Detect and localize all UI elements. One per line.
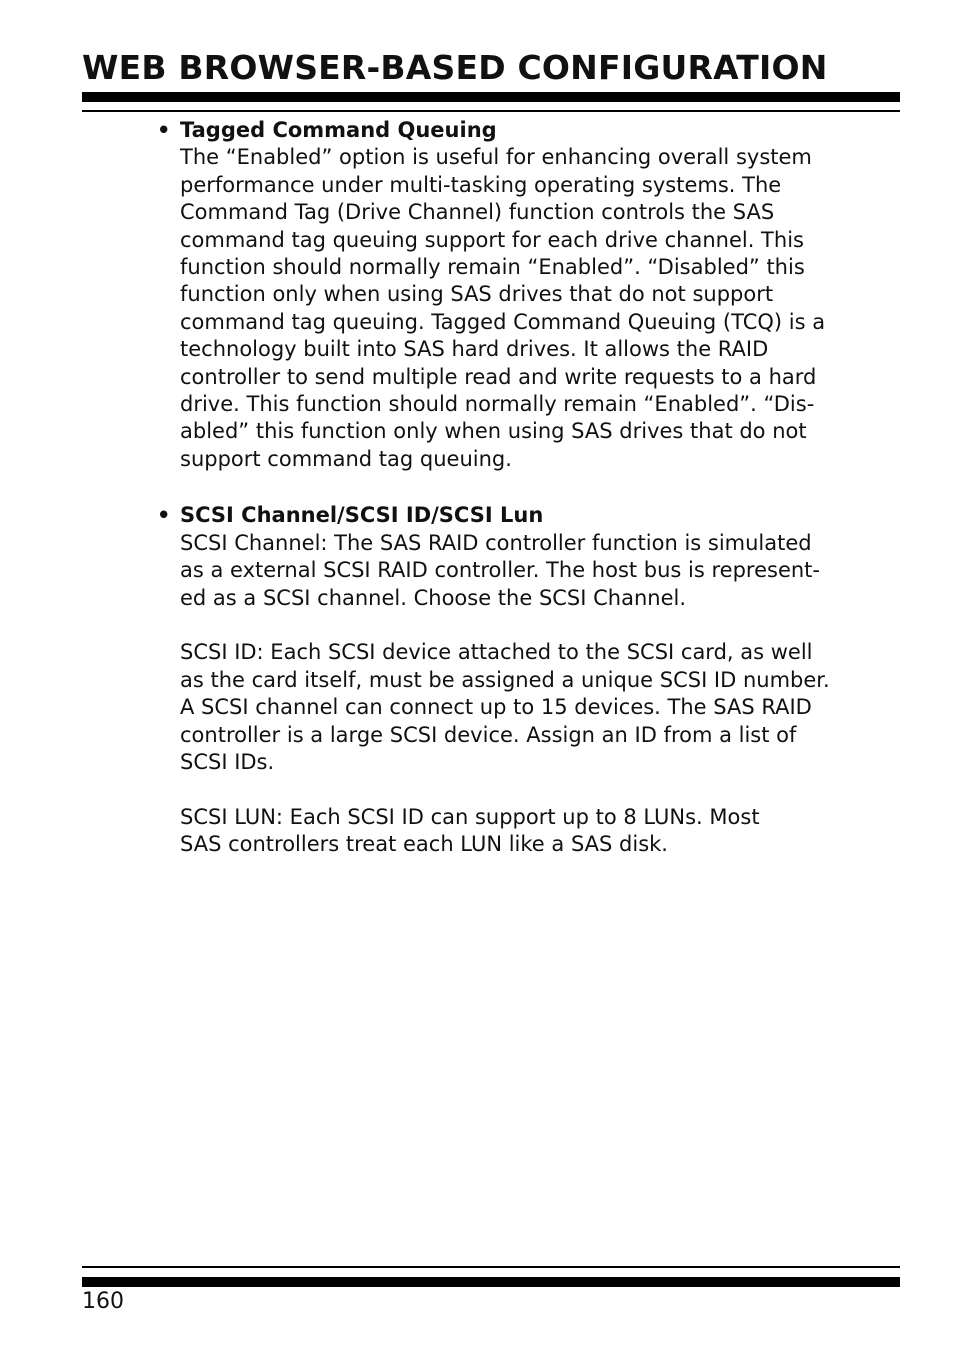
text-line: command tag queuing support for each drive channel. This (180, 227, 804, 252)
text-line: support command tag queuing. (180, 446, 512, 471)
bullet-icon: • (157, 503, 171, 528)
text-line: The “Enabled” option is useful for enhancing overall system (180, 145, 812, 170)
main-content (157, 117, 900, 859)
text-line: as a external SCSI RAID controller. The host bus is represent- (180, 558, 820, 583)
text-line: A SCSI channel can connect up to 15 devices. The SAS RAID (180, 695, 812, 720)
header-rule-thin (82, 110, 900, 112)
page-number: 160 (82, 1289, 124, 1314)
item-paragraph-scsi-id (180, 639, 900, 776)
bullet-icon: • (157, 118, 171, 142)
text-line: SCSI ID: Each SCSI device attached to the SCSI card, as well (180, 640, 813, 665)
page-title: WEB BROWSER-BASED CONFIGURATION (82, 48, 828, 87)
item-heading: SCSI Channel/SCSI ID/SCSI Lun (180, 503, 544, 528)
text-line: function only when using SAS drives that do not support (180, 282, 774, 307)
text-line: SAS controllers treat each LUN like a SAS disk. (180, 832, 668, 857)
text-line: controller is a large SCSI device. Assign an ID from a list of (180, 722, 797, 747)
text-line: SCSI LUN: Each SCSI ID can support up to 8 LUNs. Most (180, 804, 760, 829)
item-paragraph-scsi-lun (180, 804, 900, 859)
bullet-item-scsi-channel-id-lun (157, 502, 900, 858)
text-line: abled” this function only when using SAS drives that do not (180, 419, 807, 444)
text-line: function should normally remain “Enabled”. “Disabled” this (180, 255, 805, 280)
text-line: as the card itself, must be assigned a unique SCSI ID number. (180, 667, 830, 692)
text-line: ed as a SCSI channel. Choose the SCSI Channel. (180, 585, 687, 610)
text-line: controller to send multiple read and write requests to a hard (180, 364, 817, 389)
text-line: Command Tag (Drive Channel) function controls the SAS (180, 200, 775, 225)
item-paragraph (180, 144, 900, 473)
text-line: SCSI Channel: The SAS RAID controller function is simulated (180, 530, 812, 555)
text-line: drive. This function should normally remain “Enabled”. “Dis- (180, 392, 815, 417)
header-rule-thick (82, 92, 900, 102)
text-line: command tag queuing. Tagged Command Queuing (TCQ) is a (180, 309, 826, 334)
bullet-item-tagged-command-queuing (157, 117, 900, 473)
item-paragraph-scsi-channel (180, 530, 900, 612)
footer-rule-thin (82, 1266, 900, 1268)
text-line: SCSI IDs. (180, 749, 275, 774)
footer-rule-thick (82, 1277, 900, 1287)
text-line: technology built into SAS hard drives. It allows the RAID (180, 337, 769, 362)
item-heading: Tagged Command Queuing (180, 118, 497, 142)
text-line: performance under multi-tasking operating systems. The (180, 172, 782, 197)
